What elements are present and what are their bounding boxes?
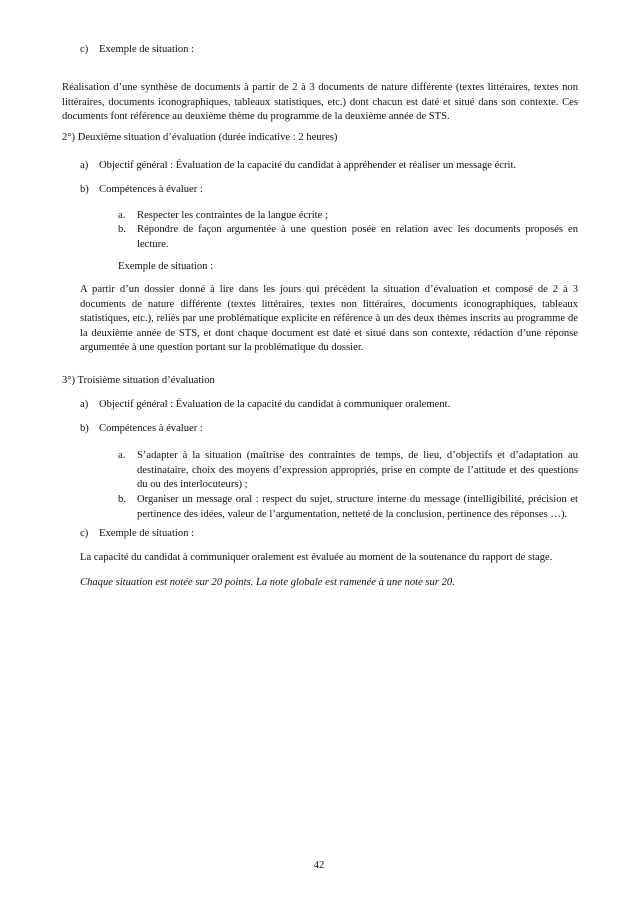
example-heading-text: Exemple de situation : <box>99 528 195 539</box>
list-marker: b. <box>118 224 126 235</box>
list-marker: a) <box>80 399 89 410</box>
section-2-example-paragraph: A partir d’un dossier donné à lire dans les jours qui précèdent la situation d’évaluation et composé de 2 à 3 documents de nature différente (textes littéraires, textes non littéraires, documents iconographiques, tableaux statistiques, etc.), reliés par une problématique explicite en référence à un des deux thèmes inscrits au programme de la deuxième année de STS, et dont chaque document est daté et situé dans son contexte, rédaction d’une réponse argumentée à une question portant sur la problématique du dossier. <box>80 284 578 354</box>
list-marker: a) <box>80 160 89 171</box>
page-number: 42 <box>313 860 325 871</box>
list-marker: a. <box>118 210 126 221</box>
section-2-objective <box>80 159 578 174</box>
skills-heading-text: Compétences à évaluer : <box>99 423 203 434</box>
intro-paragraph: Réalisation d’une synthèse de documents à partir de 2 à 3 documents de nature différente (textes littéraires, textes non littéraires, documents iconographiques, tableaux statistiques, etc.) dont chacun est daté et situé dans son contexte. Ces documents font référence au deuxième thème du programme de la deuxième année de STS. <box>62 82 578 123</box>
skill-text: Organiser un message oral : respect du sujet, structure interne du message (intelligibilité, précision et pertinence des idées, valeur de l’argumentation, netteté de la conclusion, pertinence des réponses …). <box>137 494 578 520</box>
list-marker: c) <box>80 528 89 539</box>
list-marker: b. <box>118 494 126 505</box>
section-3-title: 3°) Troisième situation d’évaluation <box>62 375 215 386</box>
list-marker: b) <box>80 423 89 434</box>
section-2-skill-item <box>118 223 578 253</box>
skill-text: Respecter les contraintes de la langue écrite ; <box>137 210 328 221</box>
objective-text: Objectif général : Évaluation de la capacité du candidat à appréhender et réaliser un message écrit. <box>99 160 517 171</box>
section-3-skills-heading <box>80 422 578 437</box>
skill-text: S’adapter à la situation (maîtrise des contraintes de temps, de lieu, d’objectifs et d’adaptation au destinataire, choix des moyens d’expression appropriés, prise en compte de l’attitude et des questions du ou des interlocuteurs) ; <box>137 450 578 491</box>
section-3-skill-item <box>118 493 578 523</box>
grading-note: Chaque situation est notée sur 20 points. La note globale est ramenée à une note sur 20. <box>80 577 455 588</box>
section-2-title: 2°) Deuxième situation d’évaluation (durée indicative : 2 heures) <box>62 132 338 143</box>
list-marker: c) <box>80 44 89 55</box>
skill-text: Répondre de façon argumentée à une question posée en relation avec les documents proposés en lecture. <box>137 224 578 250</box>
section-3-objective <box>80 398 578 413</box>
heading-text: Exemple de situation : <box>99 44 195 55</box>
section-3-example-paragraph: La capacité du candidat à communiquer oralement est évaluée au moment de la soutenance du rapport de stage. <box>80 552 553 563</box>
section-2-skill-item <box>118 209 578 224</box>
skills-heading-text: Compétences à évaluer : <box>99 184 203 195</box>
section-3-example-heading <box>80 527 578 542</box>
list-marker: a. <box>118 450 126 461</box>
list-marker: b) <box>80 184 89 195</box>
section-3-skill-item <box>118 449 578 494</box>
intro-example-heading <box>80 43 380 58</box>
objective-text: Objectif général : Évaluation de la capacité du candidat à communiquer oralement. <box>99 399 451 410</box>
section-2-example-heading: Exemple de situation : <box>118 261 214 272</box>
section-2-skills-heading <box>80 183 578 198</box>
